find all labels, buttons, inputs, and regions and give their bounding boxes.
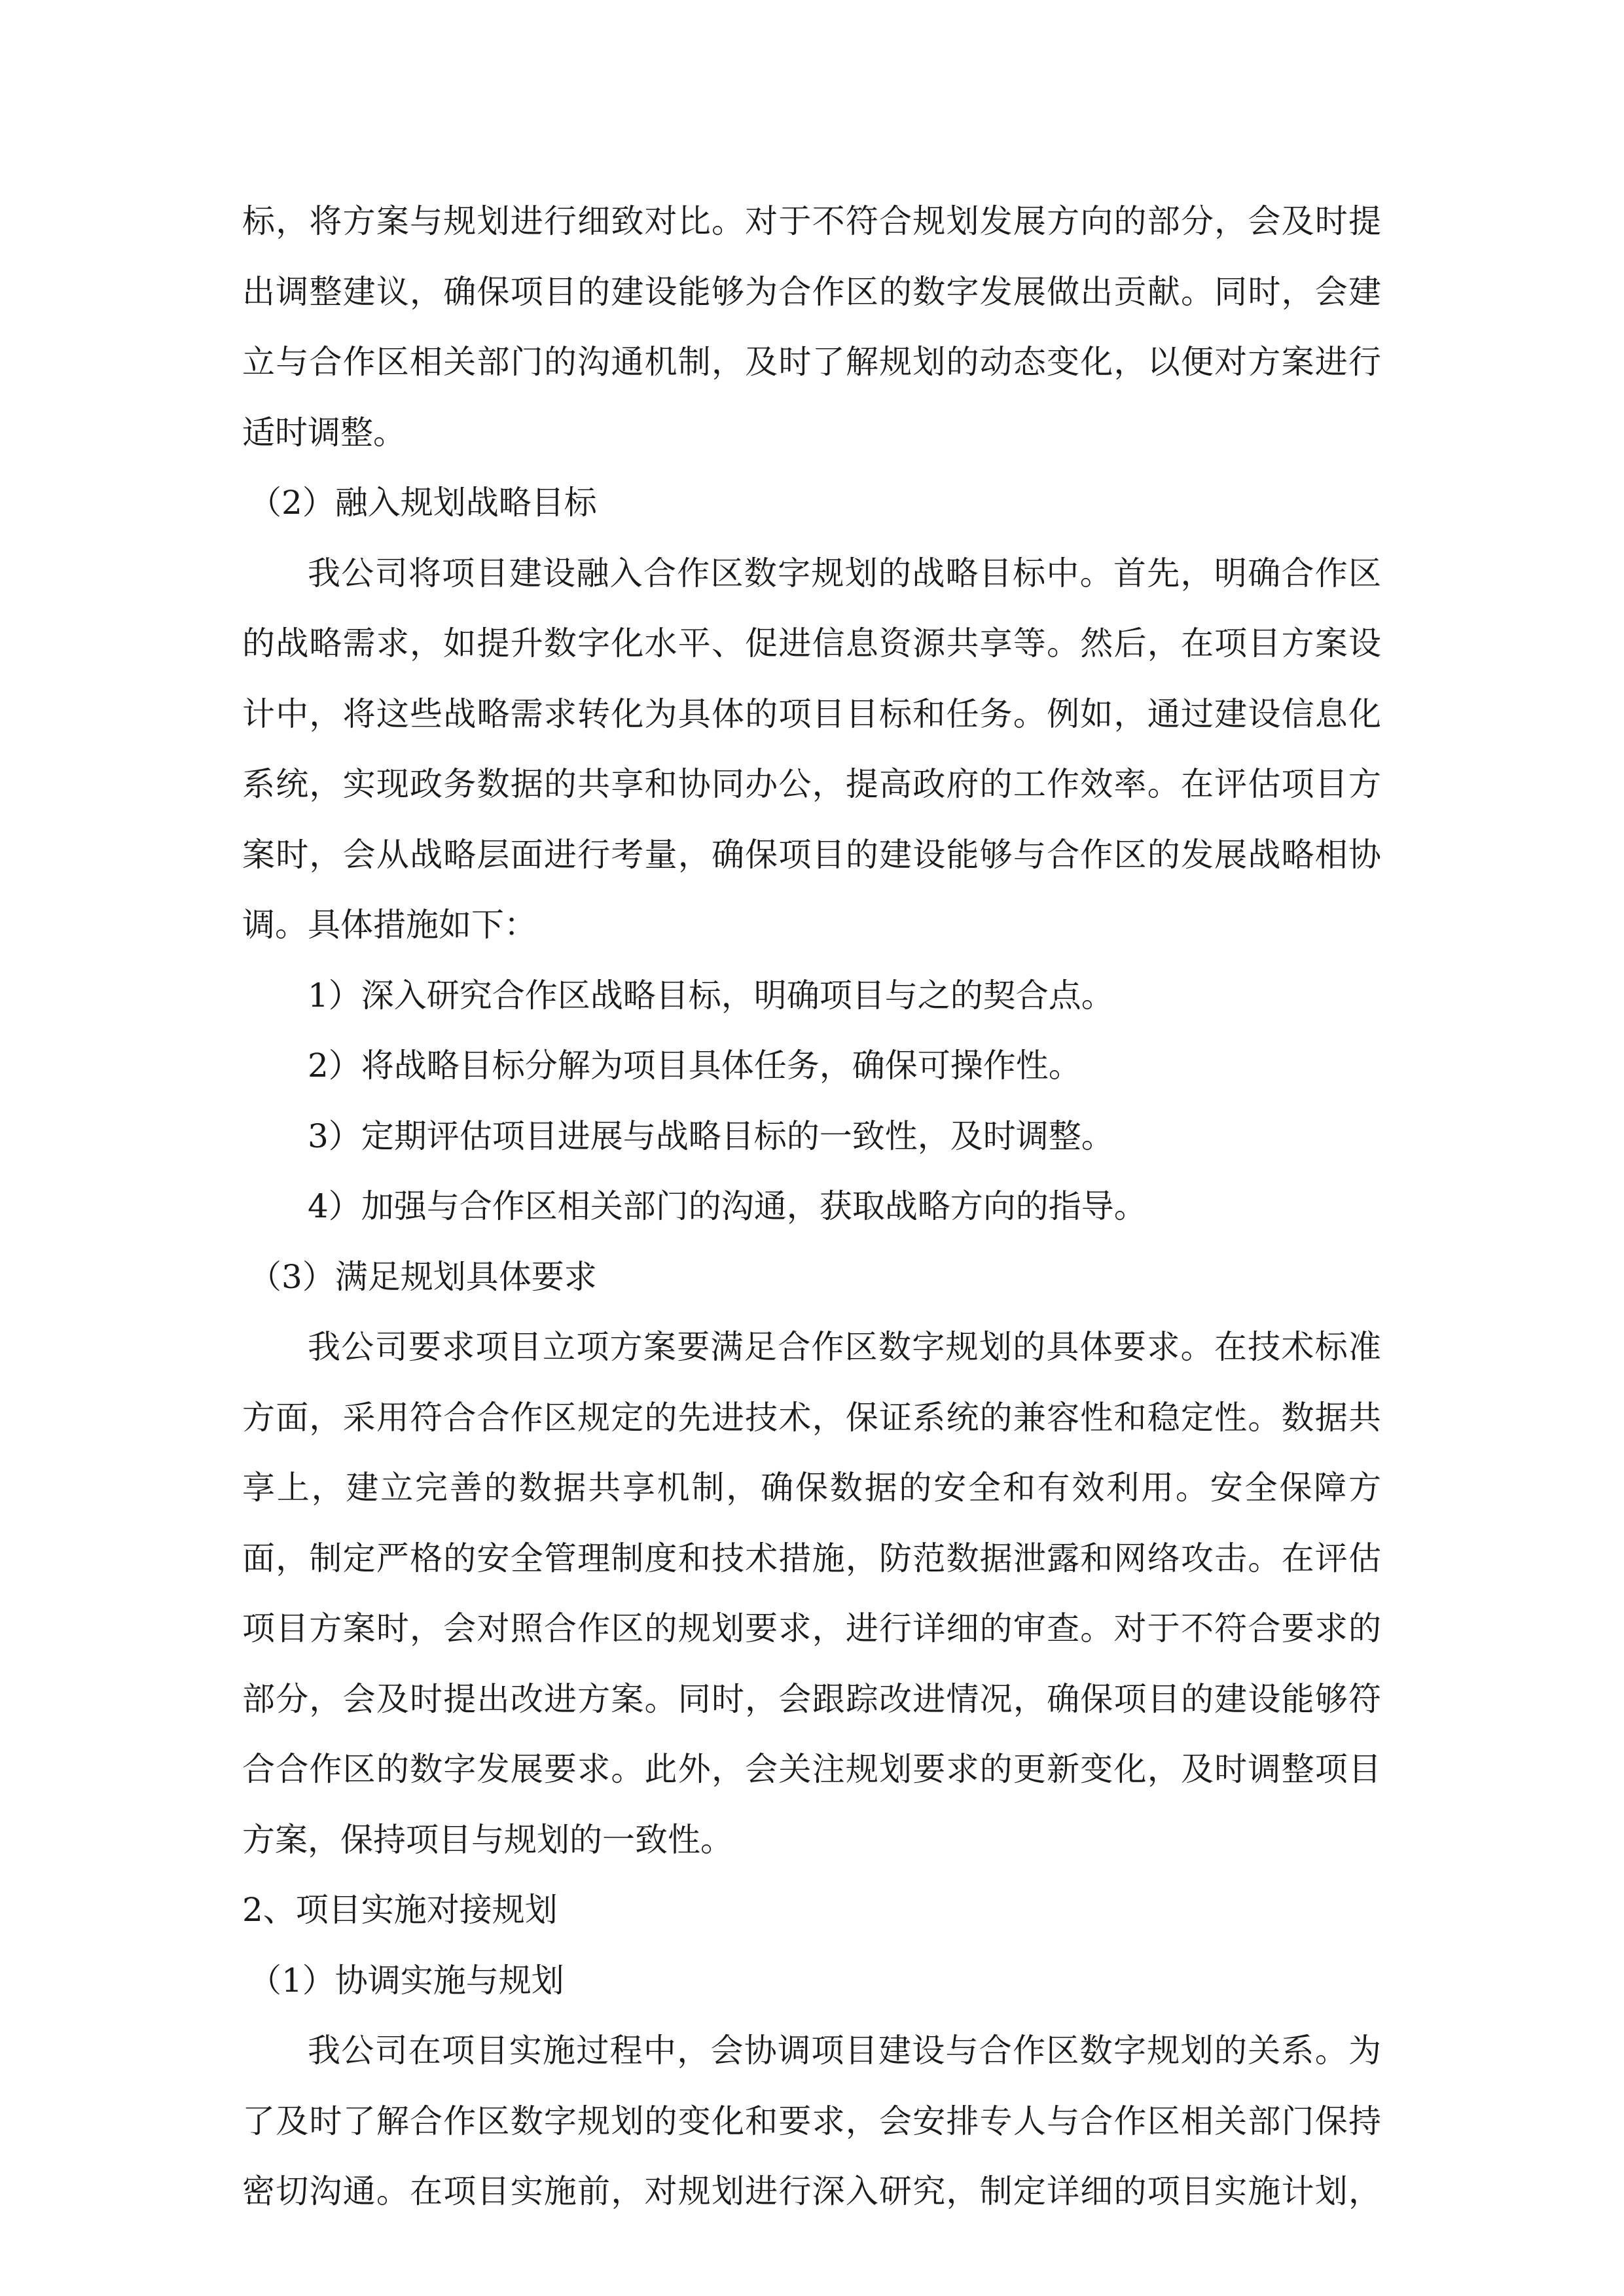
list-item: 4）加强与合作区相关部门的沟通，获取战略方向的指导。 — [308, 1187, 1147, 1225]
body-text-line: 合合作区的数字发展要求。此外，会关注规划要求的更新变化，及时调整项目 — [242, 1750, 1381, 1788]
body-text-line: 系统，实现政务数据的共享和协同办公，提高政府的工作效率。在评估项目方 — [242, 765, 1381, 803]
section-heading-1: （1）协调实施与规划 — [249, 1961, 564, 2000]
body-text-line: 案时，会从战略层面进行考量，确保项目的建设能够与合作区的发展战略相协 — [242, 835, 1381, 874]
body-text-line: 面，制定严格的安全管理制度和技术措施，防范数据泄露和网络攻击。在评估 — [242, 1539, 1381, 1577]
body-text-line: 计中，将这些战略需求转化为具体的项目目标和任务。例如，通过建设信息化 — [242, 694, 1381, 733]
list-item: 3）定期评估项目进展与战略目标的一致性，及时调整。 — [308, 1117, 1114, 1155]
body-text-line: 出调整建议，确保项目的建设能够为合作区的数字发展做出贡献。同时，会建 — [242, 272, 1381, 311]
body-text-line: 我公司在项目实施过程中，会协调项目建设与合作区数字规划的关系。为 — [308, 2032, 1381, 2070]
document-body — [242, 187, 1381, 2227]
body-text-line: 我公司要求项目立项方案要满足合作区数字规划的具体要求。在技术标准 — [308, 1328, 1381, 1366]
section-heading-2: （2）融入规划战略目标 — [249, 484, 597, 522]
body-text-line: 调。具体措施如下： — [242, 906, 537, 944]
body-text-line: 了及时了解合作区数字规划的变化和要求，会安排专人与合作区相关部门保持 — [242, 2102, 1381, 2140]
body-text-line: 标，将方案与规划进行细致对比。对于不符合规划发展方向的部分，会及时提 — [242, 202, 1381, 240]
body-text-line: 密切沟通。在项目实施前，对规划进行深入研究，制定详细的项目实施计划， — [242, 2172, 1381, 2210]
body-text-line: 部分，会及时提出改进方案。同时，会跟踪改进情况，确保项目的建设能够符 — [242, 1679, 1381, 1718]
body-text-line: 方案，保持项目与规划的一致性。 — [242, 1820, 733, 1859]
list-item: 1）深入研究合作区战略目标，明确项目与之的契合点。 — [308, 976, 1114, 1014]
body-text-line: 享上，建立完善的数据共享机制，确保数据的安全和有效利用。安全保障方 — [242, 1469, 1381, 1507]
body-text-line: 适时调整。 — [242, 413, 406, 452]
body-text-line: 项目方案时，会对照合作区的规划要求，进行详细的审查。对于不符合要求的 — [242, 1609, 1381, 1647]
body-text-line: 方面，采用符合合作区规定的先进技术，保证系统的兼容性和稳定性。数据共 — [242, 1398, 1381, 1437]
body-text-line: 我公司将项目建设融入合作区数字规划的战略目标中。首先，明确合作区 — [308, 554, 1381, 592]
body-text-line: 的战略需求，如提升数字化水平、促进信息资源共享等。然后，在项目方案设 — [242, 624, 1381, 662]
list-item: 2）将战略目标分解为项目具体任务，确保可操作性。 — [308, 1047, 1081, 1085]
section-heading-3: （3）满足规划具体要求 — [249, 1257, 597, 1296]
section-heading-main: 2、项目实施对接规划 — [242, 1891, 558, 1929]
body-text-line: 立与合作区相关部门的沟通机制，及时了解规划的动态变化，以便对方案进行 — [242, 343, 1381, 381]
